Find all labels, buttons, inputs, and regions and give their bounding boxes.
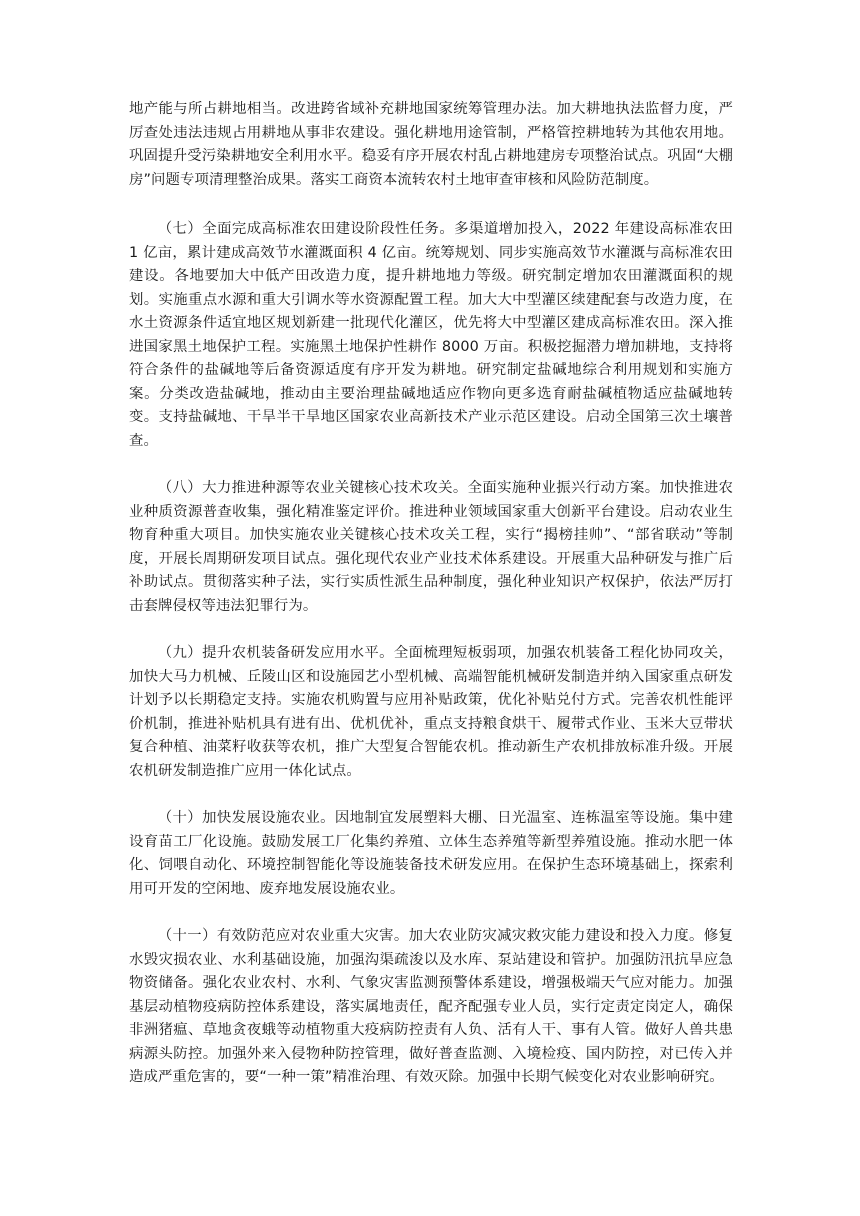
paragraph-section-9: （九）提升农机装备研发应用水平。全面梳理短板弱项，加强农机装备工程化协同攻关，加快大马力机械、丘陵山区和设施园艺小型机械、高端智能机械研发制造并纳入国家重点研发计划予以长期稳定支持。实施农机购置与应用补贴政策，优化补贴兑付方式。完善农机性能评价机制，推进补贴机具有进有出、优机优补，重点支持粮食烘干、履带式作业、玉米大豆带状复合种植、油菜籽收获等农机，推广大型复合智能农机。推动新生产农机排放标准升级。开展农机研发制造推广应用一体化试点。: [129, 645, 733, 779]
paragraph-continuation: 地产能与所占耕地相当。改进跨省域补充耕地国家统筹管理办法。加大耕地执法监督力度，严厉查处违法违规占用耕地从事非农建设。强化耕地用途管制，严格管控耕地转为其他农用地。巩固提升受污染耕地安全利用水平。稳妥有序开展农村乱占耕地建房专项整治试点。巩固“大棚房”问题专项清理整治成果。落实工商资本流转农村土地审查审核和风险防范制度。: [129, 101, 733, 188]
paragraph-section-11: （十一）有效防范应对农业重大灾害。加大农业防灾减灾救灾能力建设和投入力度。修复水毁灾损农业、水利基础设施，加强沟渠疏浚以及水库、泵站建设和管护。加强防汛抗旱应急物资储备。强化农业农村、水利、气象灾害监测预警体系建设，增强极端天气应对能力。加强基层动植物疫病防控体系建设，落实属地责任，配齐配强专业人员，实行定责定岗定人，确保非洲猪瘟、草地贪夜蛾等动植物重大疫病防控责有人负、活有人干、事有人管。做好人兽共患病源头防控。加强外来入侵物种防控管理，做好普查监测、入境检疫、国内防控，对已传入并造成严重危害的，要“一种一策”精准治理、有效灭除。加强中长期气候变化对农业影响研究。: [129, 928, 733, 1085]
paragraph-section-10: （十）加快发展设施农业。因地制宜发展塑料大棚、日光温室、连栋温室等设施。集中建设育苗工厂化设施。鼓励发展工厂化集约养殖、立体生态养殖等新型养殖设施。推动水肥一体化、饲喂自动化、环境控制智能化等设施装备技术研发应用。在保护生态环境基础上，探索利用可开发的空闲地、废弃地发展设施农业。: [129, 810, 733, 897]
document-page: [129, 98, 733, 1090]
paragraph-section-8: （八）大力推进种源等农业关键核心技术攻关。全面实施种业振兴行动方案。加快推进农业种质资源普查收集，强化精准鉴定评价。推进种业领域国家重大创新平台建设。启动农业生物育种重大项目。加快实施农业关键核心技术攻关工程，实行“揭榜挂帅”、“部省联动”等制度，开展长周期研发项目试点。强化现代农业产业技术体系建设。开展重大品种研发与推广后补助试点。贯彻落实种子法，实行实质性派生品种制度，强化种业知识产权保护，依法严厉打击套牌侵权等违法犯罪行为。: [129, 480, 733, 614]
paragraph-section-7: （七）全面完成高标准农田建设阶段性任务。多渠道增加投入，2022 年建设高标准农田 1 亿亩，累计建成高效节水灌溉面积 4 亿亩。统筹规划、同步实施高效节水灌溉与高标准农田建设。各地要加大中低产田改造力度，提升耕地地力等级。研究制定增加农田灌溉面积的规划。实施重点水源和重大引调水等水资源配置工程。加大大中型灌区续建配套与改造力度，在水土资源条件适宜地区规划新建一批现代化灌区，优先将大中型灌区建成高标准农田。深入推进国家黑土地保护工程。实施黑土地保护性耕作 8000 万亩。积极挖掘潜力增加耕地，支持将符合条件的盐碱地等后备资源适度有序开发为耕地。研究制定盐碱地综合利用规划和实施方案。分类改造盐碱地，推动由主要治理盐碱地适应作物向更多选育耐盐碱植物适应盐碱地转变。支持盐碱地、干旱半干旱地区国家农业高新技术产业示范区建设。启动全国第三次土壤普查。: [129, 221, 733, 449]
